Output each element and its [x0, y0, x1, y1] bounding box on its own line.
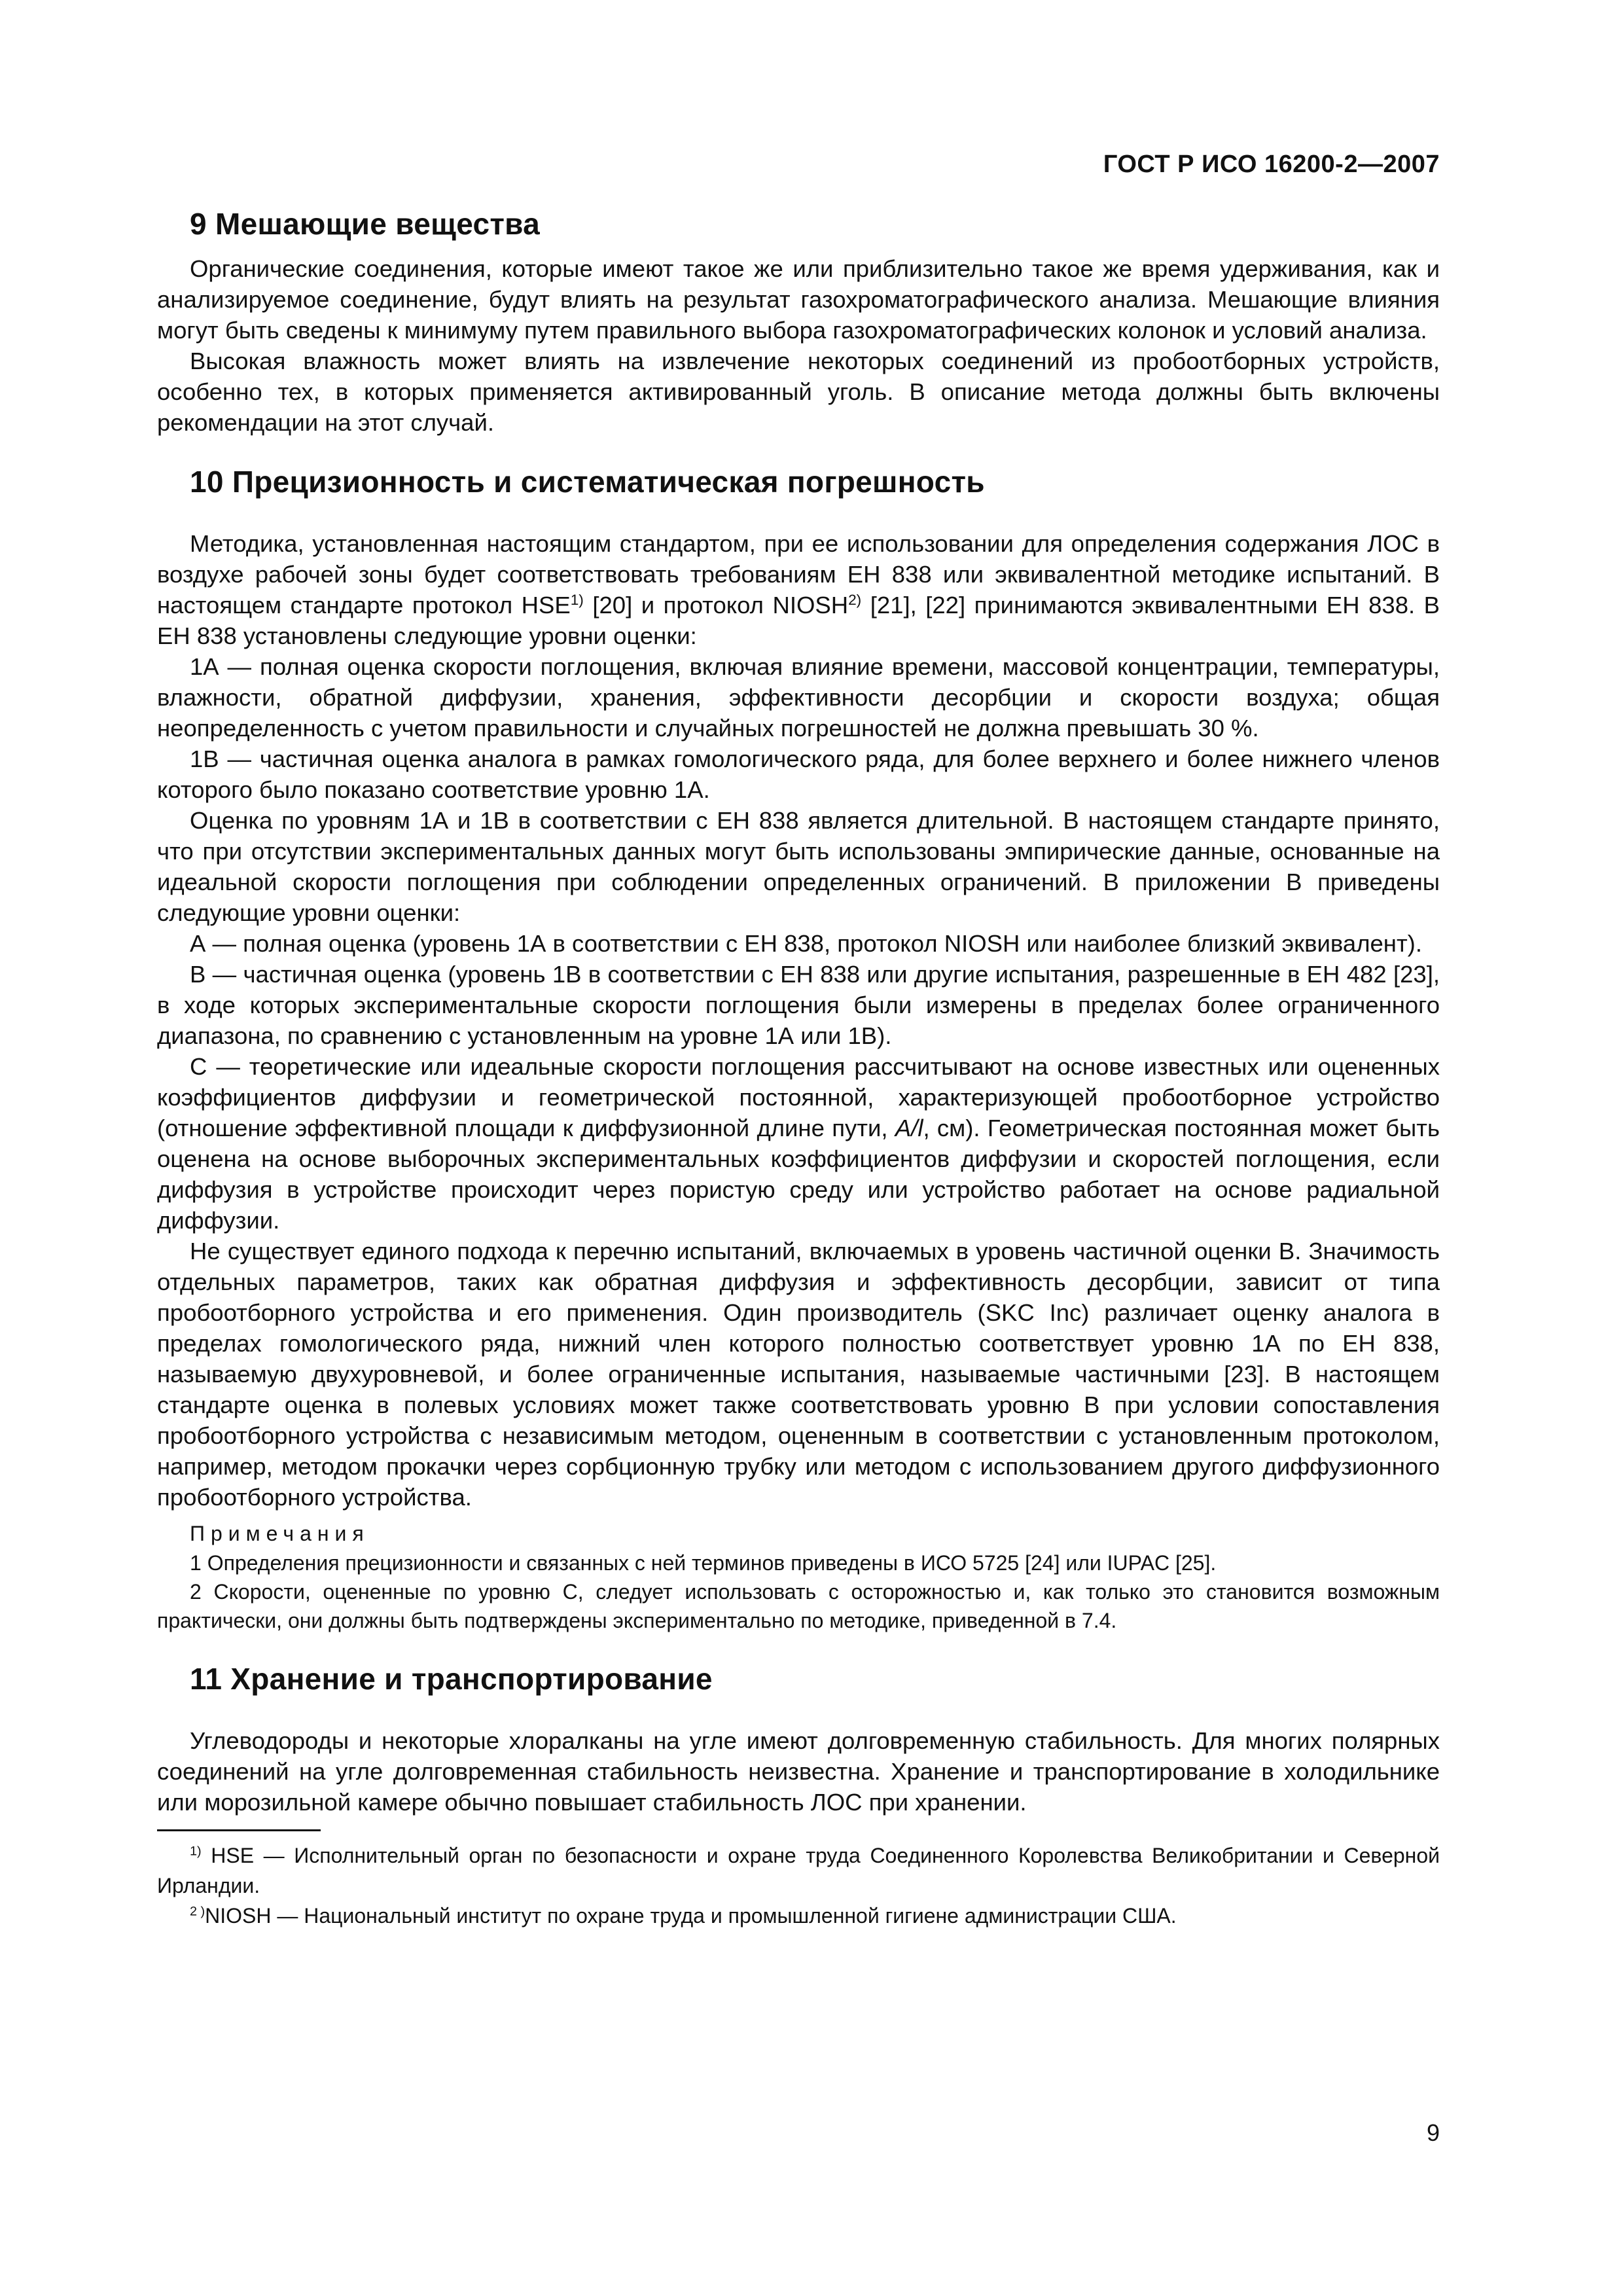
- document-page: [157, 151, 1440, 1931]
- section-9-paragraph-1: Органические соединения, которые имеют такое же или приблизительно такое же время удерживания, как и анализируемое соединение, будут влиять на результат газохроматографического анализа. Мешающие влияния могут быть сведены к минимуму путем правильного выбора газохроматографических колонок и условий анализа.: [157, 255, 1440, 344]
- section-10-title: 10 Прецизионность и систематическая погрешность: [190, 465, 985, 499]
- page-number: 9: [1426, 2119, 1440, 2146]
- footnote-1: [157, 1840, 1440, 1901]
- level-1a-paragraph: 1А — полная оценка скорости поглощения, включая влияние времени, массовой концентрации, температуры, влажности, обратной диффузии, хранения, эффективности десорбции и скорости воздуха; общая неопределенность с учетом правильности и случайных погрешностей не должна превышать 30 %.: [157, 653, 1440, 742]
- level-c-paragraph: [157, 1051, 1440, 1236]
- footnote-ref-2: 2): [848, 591, 862, 608]
- section-9-paragraph-2: Высокая влажность может влиять на извлечение некоторых соединений из пробоотборных устройств, особенно тех, в которых применяется активированный уголь. В описание метода должны быть включены рекомендации на этот случай.: [157, 348, 1440, 436]
- footnote-text: HSE — Исполнительный орган по безопасности и охране труда Соединенного Королевства Великобритании и Северной Ирландии.: [157, 1844, 1440, 1897]
- footnote-ref-1: 1): [570, 591, 584, 608]
- section-11-title: 11 Хранение и транспортирование: [190, 1662, 713, 1696]
- footnote-2: [157, 1901, 1440, 1931]
- footnote-mark: 2 ): [190, 1904, 205, 1919]
- note-2: 2 Скорости, оцененные по уровню С, следует использовать с осторожностью и, как только это становится возможным практически, они должны быть подтверждены экспериментально по методике, приведенной в 7.4.: [157, 1580, 1440, 1632]
- section-10-paragraph-1: [157, 528, 1440, 651]
- footnote-text: NIOSH — Национальный институт по охране труда и промышленной гигиене администрации США.: [205, 1904, 1177, 1928]
- level-b-paragraph: В — частичная оценка (уровень 1В в соответствии с ЕН 838 или другие испытания, разрешенные в ЕН 482 [23], в ходе которых экспериментальные скорости поглощения были измерены в пределах более ограниченного диапазона, по сравнению с установленным на уровне 1А или 1В).: [157, 961, 1440, 1049]
- text-run: С — теоретические или идеальные скорости поглощения рассчитывают на основе известных или оцененных коэффициентов диффузии и геометрической постоянной, характеризующей пробоотборное устройство (отношение эффективной площади к диффузионной длине пути,: [157, 1053, 1440, 1141]
- footnote-divider: [157, 1829, 321, 1831]
- section-11-paragraph-1: Углеводороды и некоторые хлоралканы на угле имеют долговременную стабильность. Для многих полярных соединений на угле долговременная стабильность неизвестна. Хранение и транспортирование в холодильнике или морозильной камере обычно повышает стабильность ЛОС при хранении.: [157, 1727, 1440, 1816]
- document-header: ГОСТ Р ИСО 16200-2—2007: [1103, 151, 1440, 178]
- notes-heading: Примечания: [190, 1522, 370, 1545]
- note-1: 1 Определения прецизионности и связанных с ней терминов приведены в ИСО 5725 [24] или IUPAC [25].: [190, 1551, 1217, 1575]
- text-run: Методика, установленная настоящим стандартом, при ее использовании для определения содержания ЛОС в воздухе рабочей зоны будет соответствовать требованиям ЕН 838 или эквивалентной методике испытаний. В настоящем стандарте протокол HSE: [157, 530, 1440, 619]
- text-run: [21], [22] принимаются эквивалентными ЕН 838. В ЕН 838 установлены следующие уровни оценки:: [157, 592, 1440, 649]
- italic-formula: A/l: [895, 1115, 923, 1141]
- assessment-paragraph: Оценка по уровням 1А и 1В в соответствии с ЕН 838 является длительной. В настоящем стандарте принято, что при отсутствии экспериментальных данных могут быть использованы эмпирические данные, основанные на идеальной скорости поглощения при соблюдении определенных ограничений. В приложении В приведены следующие уровни оценки:: [157, 807, 1440, 926]
- partial-assessment-paragraph: Не существует единого подхода к перечню испытаний, включаемых в уровень частичной оценки В. Значимость отдельных параметров, таких как обратная диффузия и эффективность десорбции, зависит от типа пробоотборного устройства и его применения. Один производитель (SKC Inc) различает оценку аналога в пределах гомологического ряда, нижний член которого полностью соответствует уровню 1А по ЕН 838, называемую двухуровневой, и более ограниченные испытания, называемые частичными [23]. В настоящем стандарте оценка в полевых условиях может также соответствовать уровню В при условии сопоставления пробоотборного устройства с независимым методом, оцененным в соответствии с установленным протоколом, например, методом прокачки через сорбционную трубку или методом с использованием другого диффузионного пробоотборного устройства.: [157, 1238, 1440, 1511]
- section-9-title: 9 Мешающие вещества: [190, 207, 541, 241]
- text-run: [20] и протокол NIOSH: [583, 592, 849, 619]
- text-run: , см). Геометрическая постоянная может быть оценена на основе выборочных экспериментальных коэффициентов диффузии и скоростей поглощения, если диффузия в устройстве происходит через пористую среду или устройство работает на основе радиальной диффузии.: [157, 1115, 1440, 1234]
- level-a-paragraph: А — полная оценка (уровень 1А в соответствии с ЕН 838, протокол NIOSH или наиболее близкий эквивалент).: [190, 930, 1422, 957]
- footnote-mark: 1): [190, 1844, 202, 1859]
- level-1b-paragraph: 1В — частичная оценка аналога в рамках гомологического ряда, для более верхнего и более нижнего членов которого было показано соответствие уровню 1А.: [157, 745, 1440, 803]
